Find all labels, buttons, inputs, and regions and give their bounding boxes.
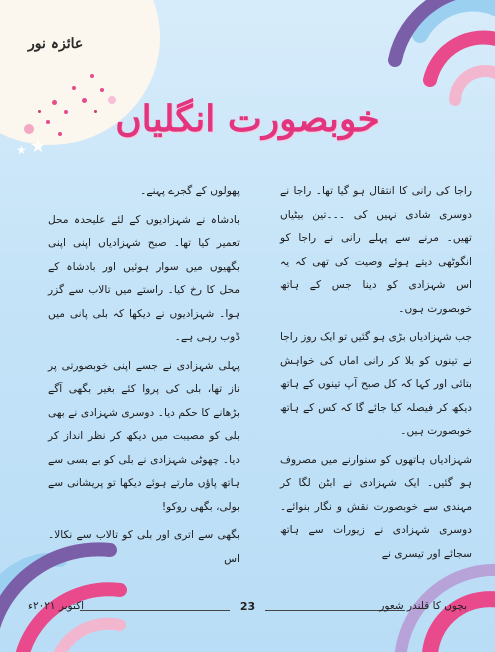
paragraph: راجا کی رانی کا انتقال ہو گیا تھا۔ راجا نے دوسری شادی نہیں کی ۔۔۔تین بیٹیاں تھیں۔ مرنے سے پہلے رانی نے راجا کو انگوٹھی دیتے ہوئے وصیت کی تھی کہ یہ اس شہزادی کو دینا جس کے ہاتھ خوبصورت ہوں۔ xyxy=(280,185,472,315)
top-right-arcs xyxy=(395,0,495,100)
text-column-right xyxy=(280,180,472,571)
paragraph: بگھی سے اتری اور بلی کو تالاب سے نکالا۔ اس xyxy=(48,529,240,565)
author-name: عائزہ نور xyxy=(28,36,84,52)
paragraph: پھولوں کے گجرے پہنے۔ xyxy=(140,185,240,197)
page-number: 23 xyxy=(239,600,256,613)
issue-date: اکتوبر ۲۰۲۱ء xyxy=(28,600,85,612)
paragraph: جب شہزادیاں بڑی ہو گئیں تو ایک روز راجا نے تینوں کو بلا کر رانی اماں کی خواہش بتائی اور کہا کہ کل صبح آپ تینوں کے ہاتھ دیکھ کر فیصلہ کیا جائے گا کہ کس کے ہاتھ خوبصورت ہیں۔ xyxy=(280,331,472,437)
decor-dot xyxy=(90,74,94,78)
magazine-name: بچوں کا قلندر شعور xyxy=(379,600,467,612)
decor-dot xyxy=(72,86,76,90)
paragraph: بادشاہ نے شہزادیوں کے لئے علیحدہ محل تعمیر کیا تھا۔ صبح شہزادیاں اپنی اپنی بگھیوں میں سوار ہوئیں اور بادشاہ کے محل کا رخ کیا۔ راستے میں تالاب سے گزر ہوا۔ شہزادیوں نے دیکھا کہ بلی پانی میں ڈوب رہی ہے۔ xyxy=(48,213,240,343)
text-column-left xyxy=(48,180,240,576)
star-icon: ★ xyxy=(16,143,27,157)
paragraph: شہزادیاں ہاتھوں کو سنوارنے میں مصروف ہو گئیں۔ ایک شہزادی نے ابٹن لگا کر مہندی سے خوبصورت نقش و نگار بنوائے۔ دوسری شہزادی نے زیورات سے ہاتھ سجائے اور تیسری نے xyxy=(280,453,472,560)
story-title: خوبصورت انگلیاں xyxy=(115,98,380,140)
paragraph: پہلی شہزادی نے جسے اپنی خوبصورتی پر ناز تھا، بلی کی پروا کئے بغیر بگھی آگے بڑھانے کا حکم دیا۔ دوسری شہزادی نے بھی بلی کو مصیبت میں دیکھ کر نظر انداز کر دیا۔ چھوٹی شہزادی نے بلی کو بے بسی سے ہاتھ پاؤں مارتے ہوئے دیکھا تو پریشانی سے بولی، بگھی روکو! xyxy=(48,359,240,513)
decor-dot xyxy=(100,88,104,92)
star-icon: ★ xyxy=(30,136,47,157)
